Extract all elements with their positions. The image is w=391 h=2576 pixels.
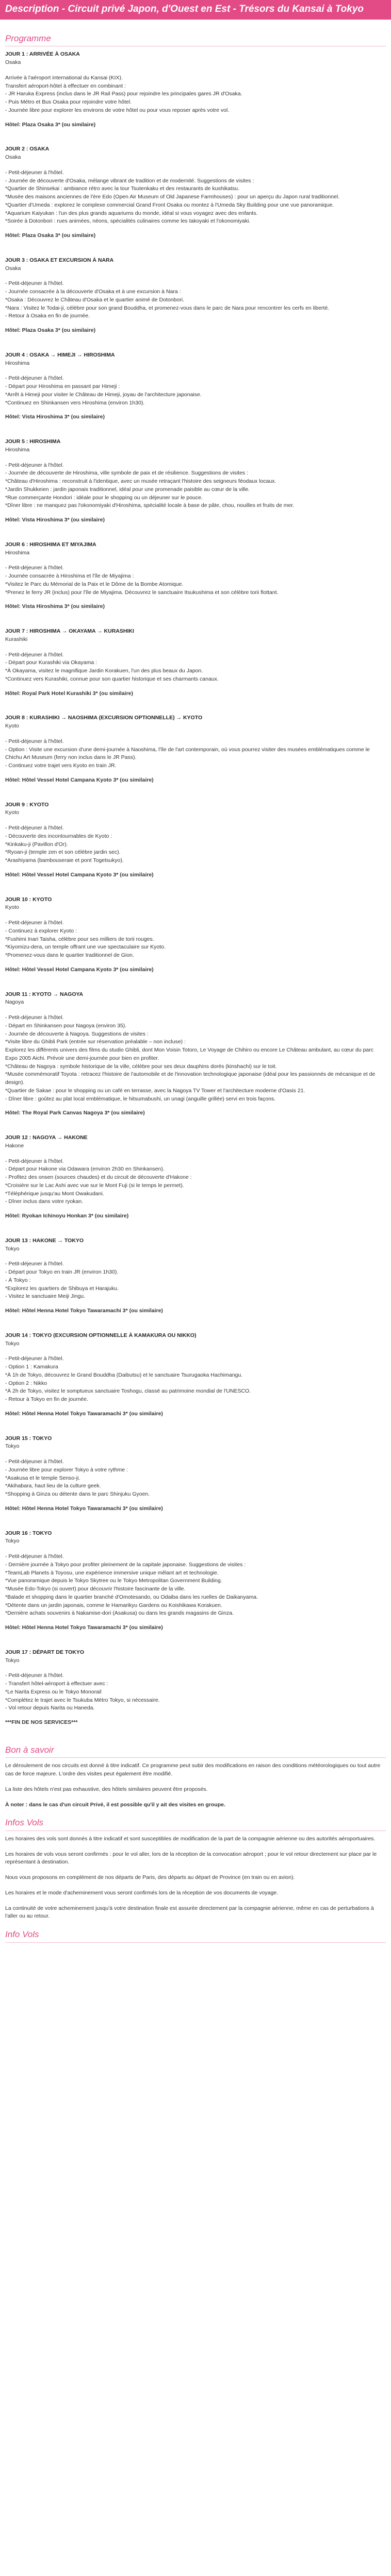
day-title: JOUR 11 : KYOTO → NAGOYA [5,991,84,997]
day-line: *À Okayama, visitez le magnifique Jardin Korakuen, l'un des plus beaux du Japon. [5,668,203,674]
day-title: JOUR 10 : KYOTO [5,896,52,903]
day-hotel: Hôtel: Hôtel Henna Hotel Tokyo Tawaramachi 3* (ou similaire) [5,1505,163,1512]
content [0,20,391,1957]
day-line: - Petit-déjeuner à l'hôtel. [5,1158,64,1164]
day-line: - Visitez le sanctuaire Meiji Jingu. [5,1293,86,1300]
day-line: *Vue panoramique depuis le Tokyo Skytree ou le Tokyo Metropolitan Government Building. [5,1578,222,1584]
day-line: - Option 2 : Nikko [5,1380,47,1386]
day-block [5,801,386,879]
day-location: Tokyo [5,1340,20,1347]
day-line: - Départ pour Kurashiki via Okayama : [5,659,97,666]
day-line: *Osaka : Découvrez le Château d'Osaka et le quartier animé de Dotonbori. [5,296,184,303]
day-line: - Petit-déjeuner à l'hôtel. [5,738,64,744]
day-line: *Asakusa et le temple Senso-ji. [5,1475,80,1481]
info-vols-heading: Info Vols [5,1928,386,1943]
day-line: - Dîner inclus dans votre ryokan. [5,1198,84,1205]
day-title: JOUR 16 : TOKYO [5,1530,52,1536]
day-line: *Dernière achats souvenirs à Nakamise-dori (Asakusa) ou dans les grands magasins de Ginza. [5,1610,234,1617]
day-line: - Petit-déjeuner à l'hôtel. [5,1261,64,1267]
day-block [5,1649,386,1727]
day-line: - Petit-déjeuner à l'hôtel. [5,1553,64,1560]
day-line: - Journée libre pour explorer les environs de votre hôtel ou pour vous reposer après votre vol. [5,107,230,113]
day-line: *Kiyomizu-dera, un temple offrant une vue spectaculaire sur Kyoto. [5,944,166,951]
day-line: - Retour à Osaka en fin de journée. [5,313,90,319]
page-title: Description - Circuit privé Japon, d'Ouest en Est - Trésors du Kansai à Tokyo [0,0,391,20]
day-line: - Journée de découverte d'Osaka, mélange vibrant de tradition et de modernité. Suggestions de visites : [5,177,254,184]
day-line: - Journée consacrée à la découverte d'Osaka et à une excursion à Nara : [5,289,181,295]
day-location: Kyoto [5,904,19,911]
day-line: - Continuez votre trajet vers Kyoto en train JR. [5,762,117,769]
day-location: Hiroshima [5,549,30,556]
day-line: *Visite libre du Ghibli Park (entrée sur réservation préalable – non incluse) : [5,1039,186,1045]
day-line: *À 2h de Tokyo, visitez le somptueux sanctuaire Toshogu, classé au patrimoine mondial de l'UNESCO. [5,1388,251,1395]
day-title: JOUR 5 : HIROSHIMA [5,438,61,445]
day-line: *Shopping à Ginza ou détente dans le parc Shinjuku Gyoen. [5,1491,150,1497]
day-line: *Continuez vers Kurashiki, connue pour son quartier historique et ses charmants canaux. [5,675,219,682]
day-line: - Option : Visite une excursion d'une demi-journée à Naoshima, l'île de l'art contemporain, où vous pourrez visiter des musées emblématiques comme le Chichu Art Museum (ferry non inclus dans le JR Pass). [5,746,370,761]
day-hotel: Hôtel: Hôtel Henna Hotel Tokyo Tawaramachi 3* (ou similaire) [5,1624,163,1631]
day-hotel: Hôtel: Hôtel Vessel Hotel Campana Kyoto 3* (ou similaire) [5,776,154,783]
day-line: - Dîner libre : goûtez au plat local emblématique, le hitsumabushi, un unagi (anguille grillée) servi en trois façons. [5,1095,276,1102]
day-hotel: Hôtel: Hôtel Vessel Hotel Campana Kyoto 3* (ou similaire) [5,966,154,973]
day-line: *Détente dans un jardin japonais, comme le Hamarikyu Gardens ou Koishikawa Korakuen. [5,1602,222,1608]
day-location: Tokyo [5,1538,20,1545]
day-line: - Petit-déjeuner à l'hôtel. [5,825,64,831]
day-block [5,257,386,335]
day-location: Kyoto [5,723,19,729]
day-line: - Découverte des incontournables de Kyoto : [5,833,112,839]
day-line: - Petit-déjeuner à l'hôtel. [5,462,64,468]
day-line: - Petit-déjeuner à l'hôtel. [5,1459,64,1465]
day-line: *Rue commerçante Hondori : idéale pour le shopping ou un déjeuner sur le pouce. [5,494,203,501]
infos-vols-paragraph: Les horaires de vols vous seront confirmés : pour le vol aller, lors de la réception de la convocation aéroport ; pour le vol retour directement sur place par le représentant à destination. [5,1851,377,1866]
day-line: *Kinkaku-ji (Pavillon d'Or). [5,841,68,848]
day-block [5,145,386,240]
day-hotel: Hôtel: Hôtel Henna Hotel Tokyo Tawaramachi 3* (ou similaire) [5,1308,163,1314]
day-hotel: Hôtel: Hôtel Henna Hotel Tokyo Tawaramachi 3* (ou similaire) [5,1410,163,1417]
day-location: Kurashiki [5,636,28,642]
day-line: - Dernière journée à Tokyo pour profiter pleinement de la capitale japonaise. Suggestions de visites : [5,1561,246,1568]
day-location: Osaka [5,154,21,160]
day-hotel: Hôtel: Plaza Osaka 3* (ou similaire) [5,121,96,128]
day-line: - Petit-déjeuner à l'hôtel. [5,1014,64,1021]
day-line: Explorez les différents univers des films du studio Ghibli, dont Mon Voisin Totoro, Le Voyage de Chihiro ou encore Le Château ambulant, au cœur du parc Expo 2005 Aichi. Prévoir une demi-journée pour bien en profiter. [5,1047,374,1061]
day-line: - Journée de découverte de Hiroshima, ville symbole de paix et de résilience. Suggestions de visites : [5,470,248,477]
day-title: JOUR 7 : HIROSHIMA → OKAYAMA → KURASHIKI [5,628,134,634]
day-line: *Fushimi Inari Taisha, célèbre pour ses milliers de torii rouges. [5,936,154,942]
day-line: *Musée commémoratif Toyota : retracez l'histoire de l'automobile et de l'innovation technologique japonaise (idéal pour les passionnés de mécanique et de design). [5,1071,376,1086]
day-line: *Balade et shopping dans le quartier branché d'Omotesando, ou Odaiba dans les ruelles de Daikanyama. [5,1594,258,1600]
day-line: - Puis Métro et Bus Osaka pour rejoindre votre hôtel. [5,99,132,105]
day-location: Tokyo [5,1657,20,1664]
day-block [5,896,386,974]
day-block [5,991,386,1118]
day-location: Tokyo [5,1443,20,1450]
day-block [5,438,386,524]
day-block [5,50,386,129]
day-block [5,1237,386,1315]
day-line: - Option 1 : Kamakura [5,1364,58,1370]
day-hotel: Hôtel: Plaza Osaka 3* (ou similaire) [5,232,96,239]
day-title: JOUR 17 : DÉPART DE TOKYO [5,1649,85,1655]
day-hotel: Hôtel: Vista Hiroshima 3* (ou similaire) [5,517,105,523]
day-title: JOUR 15 : TOKYO [5,1435,52,1442]
day-line: - À Tokyo : [5,1277,31,1283]
day-line: - Départ pour Hakone via Odawara (environ 2h30 en Shinkansen). [5,1166,165,1173]
bon-a-savoir-paragraph: La liste des hôtels n'est pas exhaustive, des hôtels similaires peuvent être proposés. [5,1786,208,1792]
day-location: Osaka [5,265,21,272]
day-line: - Journée libre pour explorer Tokyo à votre rythme : [5,1466,128,1473]
day-line: *Croisière sur le Lac Ashi avec vue sur le Mont Fuji (si le temps le permet). [5,1182,184,1189]
day-title: JOUR 8 : KURASHIKI → NAOSHIMA (EXCURSION OPTIONNELLE) → KYOTO [5,715,203,721]
day-block [5,541,386,611]
day-title: JOUR 2 : OSAKA [5,146,50,152]
day-line: - JR Haruka Express (inclus dans le JR Rail Pass) pour rejoindre les principales gares JR d'Osaka. [5,91,242,97]
day-line: - Petit-déjeuner à l'hôtel. [5,169,64,176]
end-of-services: ***FIN DE NOS SERVICES*** [5,1719,78,1725]
infos-vols-paragraph: La continuité de votre acheminement jusqu'à votre destination finale est assurée directement par la compagnie aérienne, même en cas de perturbations à l'aller ou au retour. [5,1905,374,1920]
day-line: *Arrêt à Himeji pour visiter le Château de Himeji, joyau de l'architecture japonaise. [5,391,202,398]
day-hotel: Hôtel: The Royal Park Canvas Nagoya 3* (ou similaire) [5,1110,145,1116]
infos-vols-body [5,1835,386,1921]
day-location: Osaka [5,59,21,65]
day-line: - Départ pour Tokyo en train JR (environ 1h30). [5,1269,119,1275]
day-line: Transfert aéroport-hôtel à effectuer en combinant : [5,82,126,89]
infos-vols-heading: Infos Vols [5,1816,386,1831]
day-line: *Musée des maisons anciennes de l'ère Edo (Open Air Museum of Old Japanese Farmhouses) : pour un aperçu du Japon rural traditionnel. [5,194,340,200]
day-line: - Petit-déjeuner à l'hôtel. [5,280,64,287]
day-line: - Vol retour depuis Narita ou Haneda. [5,1705,95,1711]
day-line: *Quartier de Sakae : pour le shopping ou un café en terrasse, avec la Nagoya TV Tower et l'architecture moderne d'Oasis 21. [5,1087,305,1094]
day-line: - Retour à Tokyo en fin de journée. [5,1396,88,1402]
day-title: JOUR 4 : OSAKA → HIMEJI → HIROSHIMA [5,351,115,358]
day-line: *Continuez en Shinkansen vers Hiroshima (environ 1h30). [5,399,145,406]
day-line: - Petit-déjeuner à l'hôtel. [5,375,64,382]
day-title: JOUR 9 : KYOTO [5,801,49,808]
day-line: *Quartier de Shinsekai : ambiance rétro avec la tour Tsutenkaku et des restaurants de kushikatsu. [5,185,239,192]
day-line: - Petit-déjeuner à l'hôtel. [5,1355,64,1362]
day-line: *À 1h de Tokyo, découvrez le Grand Bouddha (Daibutsu) et le sanctuaire Tsurugaoka Hachimangu. [5,1371,243,1378]
day-line: - Petit-déjeuner à l'hôtel. [5,1672,64,1679]
day-location: Tokyo [5,1245,20,1252]
day-line: *Aquarium Kaiyukan : l'un des plus grands aquariums du monde, idéal si vous voyagez avec des enfants. [5,210,258,216]
day-title: JOUR 1 : ARRIVÉE À OSAKA [5,51,80,58]
day-line: *Complétez le trajet avec le Tsukuba Métro Tokyo, si nécessaire. [5,1697,160,1703]
day-line: *Ryoan-ji (temple zen et son célèbre jardin sec). [5,849,121,856]
day-location: Hiroshima [5,360,30,366]
day-location: Kyoto [5,809,19,816]
day-line: *Arashiyama (bambouseraie et pont Togetsukyo). [5,857,124,863]
programme-days [5,50,386,1727]
day-line: *Promenez-vous dans le quartier traditionnel de Gion. [5,952,134,958]
day-line: *Jardin Shukkeien : jardin japonais traditionnel, idéal pour une promenade paisible au cœur de la ville. [5,486,250,493]
day-line: *Château d'Hiroshima : reconstruit à l'identique, avec un musée retraçant l'histoire des seigneurs féodaux locaux. [5,478,276,484]
day-hotel: Hôtel: Royal Park Hotel Kurashiki 3* (ou similaire) [5,690,133,697]
day-line: - Petit-déjeuner à l'hôtel. [5,920,64,926]
day-line: *Château de Nagoya : symbole historique de la ville, célèbre pour ses deux dauphins dorés (kinshachi) sur le toit. [5,1063,277,1070]
day-line: *TeamLab Planets à Toyosu, une expérience immersive unique mêlant art et technologie. [5,1569,219,1576]
programme-heading: Programme [5,32,386,47]
day-line: *Soirée à Dotonbori : rues animées, néons, spécialités culinaires comme les takoyaki et l'okonomiyaki. [5,218,251,225]
day-hotel: Hôtel: Vista Hiroshima 3* (ou similaire) [5,603,105,610]
day-line: *Quartier d'Umeda : explorez le complexe commercial Grand Front Osaka ou montez à l'Umeda Sky Building pour une vue panoramique. [5,201,334,208]
day-location: Hakone [5,1142,24,1149]
day-line: *Dîner libre : ne manquez pas l'okonomiyaki d'Hiroshima, spécialité locale à base de pâte, chou, nouilles et fruits de mer. [5,502,295,509]
day-line: - Journée de découverte à Nagoya. Suggestions de visites : [5,1030,149,1037]
day-title: JOUR 12 : NAGOYA → HAKONE [5,1134,88,1141]
day-line: *Téléphérique jusqu'au Mont Owakudani. [5,1190,104,1197]
day-line: *Visitez le Parc du Mémorial de la Paix et le Dôme de la Bombe Atomique. [5,581,184,587]
infos-vols-paragraph: Nous vous proposons en complément de nos départs de Paris, des départs au départ de Province (en train ou en avion). [5,1874,295,1880]
day-title: JOUR 13 : HAKONE → TOKYO [5,1237,84,1244]
day-line: - Départ pour Hiroshima en passant par Himeji : [5,383,120,389]
day-block [5,1134,386,1221]
day-line: - Continuez à explorer Kyoto : [5,927,77,934]
day-block [5,1332,386,1418]
day-hotel: Hôtel: Ryokan Ichinoyu Honkan 3* (ou similaire) [5,1213,129,1219]
day-line: *Le Narita Express ou le Tokyo Monorail [5,1688,102,1695]
bon-a-savoir-note: À noter : dans le cas d'un circuit Privé, il est possible qu'il y ait des visites en groupe. [5,1801,225,1808]
day-block [5,714,386,784]
day-block [5,628,386,698]
infos-vols-paragraph: Les horaires des vols sont donnés à titre indicatif et sont susceptibles de modification de la part de la compagnie aérienne ou des autorités aéroportuaires. [5,1835,376,1842]
day-line: *Nara : Visitez le Todai-ji, célèbre pour son grand Bouddha, et promenez-vous dans le parc de Nara pour rencontrer les cerfs en liberté. [5,304,330,311]
day-line: - Petit-déjeuner à l'hôtel. [5,565,64,571]
day-block [5,1435,386,1513]
day-line: *Explorez les quartiers de Shibuya et Harajuku. [5,1285,119,1292]
day-hotel: Hôtel: Plaza Osaka 3* (ou similaire) [5,327,96,333]
day-block [5,1530,386,1632]
day-line: - Petit-déjeuner à l'hôtel. [5,651,64,658]
day-title: JOUR 3 : OSAKA ET EXCURSION À NARA [5,257,114,263]
bon-a-savoir-paragraph: Le déroulement de nos circuits est donné à titre indicatif. Ce programme peut subir des modifications en raison des conditions météorologiques ou tout autre cas de force majeure. L'ordre des visites peut également être modifié. [5,1762,381,1777]
day-block [5,351,386,421]
infos-vols-paragraph: Les horaires et le mode d'acheminement vous seront confirmés lors de la réception de vos documents de voyage. [5,1889,279,1896]
day-title: JOUR 6 : HIROSHIMA ET MIYAJIMA [5,541,96,548]
day-line: Arrivée à l'aéroport international du Kansai (KIX). [5,74,123,81]
day-location: Nagoya [5,999,24,1006]
day-line: *Musée Edo-Tokyo (si ouvert) pour découvrir l'histoire fascinante de la ville. [5,1586,186,1592]
day-line: - Départ en Shinkansen pour Nagoya (environ 35). [5,1022,127,1029]
day-line: - Journée consacrée à Hiroshima et l'île de Miyajima : [5,573,134,579]
day-location: Hiroshima [5,446,30,453]
bon-a-savoir-body [5,1762,386,1809]
day-hotel: Hôtel: Vista Hiroshima 3* (ou similaire) [5,414,105,420]
day-title: JOUR 14 : TOKYO (EXCURSION OPTIONNELLE À KAMAKURA OU NIKKO) [5,1332,197,1338]
day-hotel: Hôtel: Hôtel Vessel Hotel Campana Kyoto 3* (ou similaire) [5,871,154,878]
day-line: *Prenez le ferry JR (inclus) pour l'île de Miyajima. Découvrez le sanctuaire Itsukushima et son célèbre torii flottant. [5,589,279,596]
day-line: *Akihabara, haut lieu de la culture geek. [5,1483,101,1489]
day-line: - Profitez des onsen (sources chaudes) et du circuit de découverte d'Hakone : [5,1174,192,1180]
day-line: - Transfert hôtel-aéroport à effectuer avec : [5,1681,108,1687]
bon-a-savoir-heading: Bon à savoir [5,1743,386,1758]
